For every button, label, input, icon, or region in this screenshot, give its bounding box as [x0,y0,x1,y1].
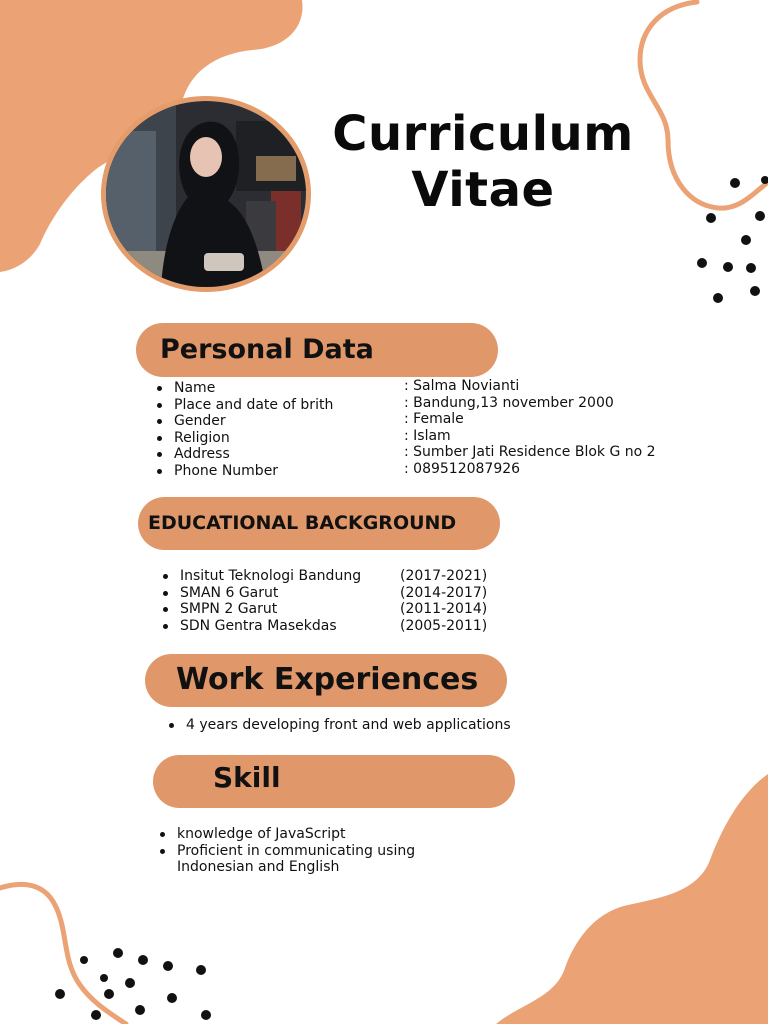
list-item: 4 years developing front and web applications [168,717,511,734]
list-item: Phone Number [156,463,333,480]
title-line-1: Curriculum [332,106,634,162]
personal-data-values [404,378,656,477]
value-gender: : Female [404,411,464,427]
value-address: : Sumber Jati Residence Blok G no 2 [404,444,656,460]
list-item: Gender [156,413,333,430]
year-range: (2011-2014) [400,601,488,617]
value-religion: : Islam [404,427,451,444]
education-years [400,568,487,634]
work-list [168,717,511,734]
top-right-dots [697,176,768,303]
skill-list [159,826,447,876]
year-range: (2005-2011) [400,617,488,634]
work-heading: Work Experiences [145,654,507,707]
list-item: Religion [156,430,333,447]
value-name: : Salma Novianti [404,378,520,394]
personal-data-labels [156,380,333,479]
year-range: (2017-2021) [400,568,488,584]
list-item: SMPN 2 Garut [162,601,361,618]
list-item: Place and date of brith [156,397,333,414]
bottom-left-squiggle [0,884,126,1024]
top-right-squiggle [640,2,768,208]
list-item: Proficient in communicating using Indonesian and English [159,843,447,876]
education-schools [162,568,361,634]
list-item: Address [156,446,333,463]
list-item: Insitut Teknologi Bandung [162,568,361,585]
list-item: SMAN 6 Garut [162,585,361,602]
profile-photo [101,96,311,292]
list-item: knowledge of JavaScript [159,826,447,843]
education-heading: EDUCATIONAL BACKGROUND [138,497,500,550]
year-range: (2014-2017) [400,584,488,601]
list-item: SDN Gentra Masekdas [162,618,361,635]
page-title [322,106,644,218]
title-line-2: Vitae [411,162,555,218]
value-birth: : Bandung,13 november 2000 [404,394,614,411]
list-item: Name [156,380,333,397]
personal-data-heading: Personal Data [136,323,498,377]
bottom-right-blob [496,774,768,1024]
skill-heading: Skill [153,755,515,808]
value-phone: : 089512087926 [404,460,521,477]
